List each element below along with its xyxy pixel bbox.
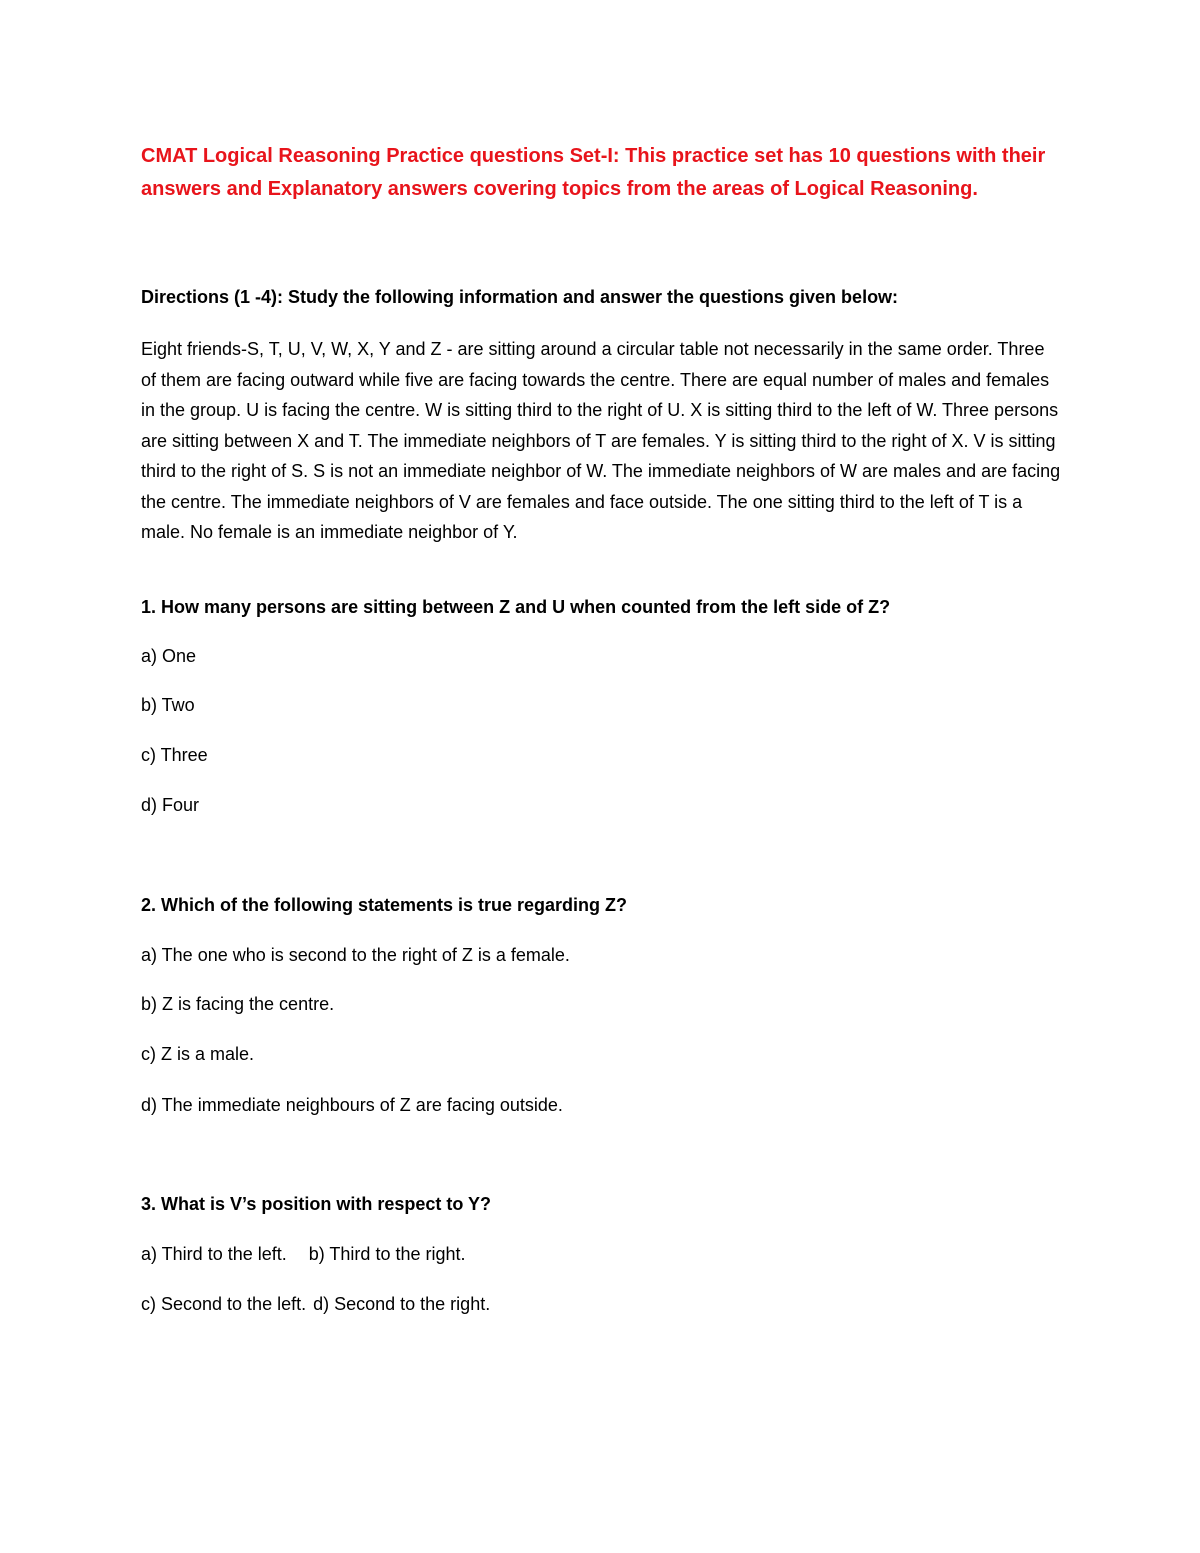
question-3-option-c: c) Second to the left. [141,1294,307,1314]
question-1: 1. How many persons are sitting between Z and U when counted from the left side of Z? [141,597,891,617]
question-3-option-a: a) Third to the left. [141,1244,287,1264]
question-3-options-row-2 [141,1292,490,1316]
question-2-option-b: b) Z is facing the centre. [141,994,335,1014]
question-2-option-d: d) The immediate neighbours of Z are facing outside. [141,1095,563,1115]
question-3: 3. What is V’s position with respect to Y? [141,1194,492,1214]
directions-heading: Directions (1 -4): Study the following information and answer the questions given below: [141,287,899,307]
question-1-option-d: d) Four [141,795,200,815]
question-1-option-c: c) Three [141,745,208,765]
question-3-option-d: d) Second to the right. [313,1294,491,1314]
question-1-option-b: b) Two [141,695,195,715]
question-2-option-a: a) The one who is second to the right of Z is a female. [141,945,570,965]
question-3-options-row-1 [141,1242,466,1266]
document-page [141,140,1061,1314]
question-3-option-b: b) Third to the right. [308,1244,466,1264]
question-2: 2. Which of the following statements is true regarding Z? [141,895,628,915]
document-title: CMAT Logical Reasoning Practice questions Set-I: This practice set has 10 questions with their answers and Explanatory answers covering topics from the areas of Logical Reasoning. [141,145,1046,200]
passage-paragraph: Eight friends-S, T, U, V, W, X, Y and Z - are sitting around a circular table not necessarily in the same order. Three of them are facing outward while five are facing towards the centre. There are equal number of males and females in the group. U is facing the centre. W is sitting third to the right of U. X is sitting third to the left of W. Three persons are sitting between X and T. The immediate neighbors of T are females. Y is sitting third to the right of X. V is sitting third to the right of S. S is not an immediate neighbor of W. The immediate neighbors of W are males and are facing the centre. The immediate neighbors of V are females and face outside. The one sitting third to the left of T is a male. No female is an immediate neighbor of Y. [141,339,1061,542]
question-1-option-a: a) One [141,646,197,666]
question-2-option-c: c) Z is a male. [141,1044,255,1064]
